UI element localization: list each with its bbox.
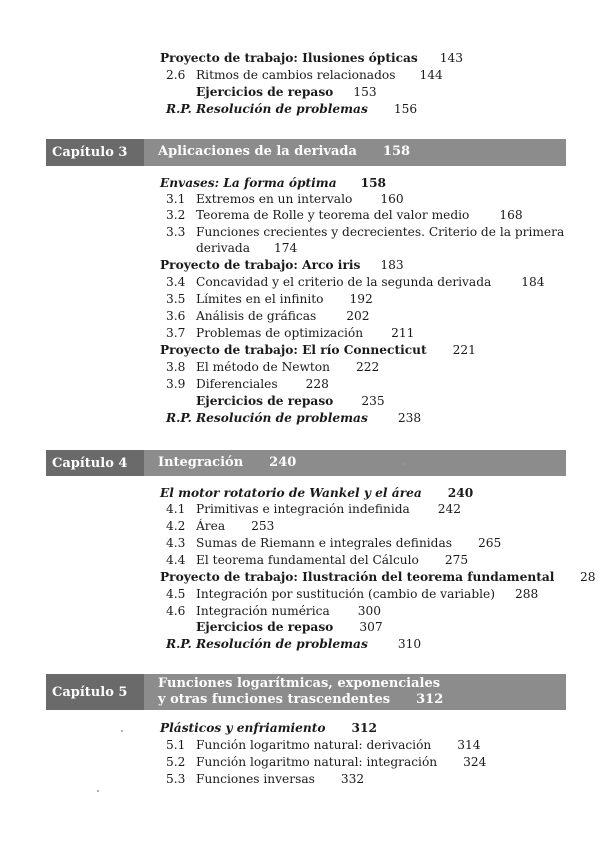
chapter-page: 312	[416, 692, 444, 707]
toc-item	[166, 275, 545, 290]
chapter-title-text: Aplicaciones de la derivada	[158, 144, 357, 159]
toc-item	[166, 604, 381, 619]
entry-label: Problemas de optimización	[196, 326, 364, 340]
entry-label: Funciones inversas	[196, 772, 315, 786]
entry-label: El método de Newton	[196, 360, 330, 374]
page-number: 222	[355, 360, 380, 374]
toc-item	[166, 292, 373, 307]
page-number: 28	[580, 570, 596, 584]
page-number: 312	[351, 721, 377, 735]
scan-speck	[403, 463, 405, 465]
page-number: 265	[478, 536, 502, 550]
chapter-page: 240	[269, 455, 297, 470]
entry-label: R.P. Resolución de problemas	[166, 102, 368, 116]
item-number: 4.6	[166, 604, 186, 618]
page-number: 324	[463, 755, 487, 769]
entry-label: Extremos en un intervalo	[196, 192, 353, 206]
scan-speck	[97, 790, 99, 792]
chapter-intro	[160, 176, 386, 191]
page-number: 158	[360, 176, 387, 190]
page-number: 221	[452, 343, 476, 357]
entry-label: Funciones crecientes y decrecientes. Criterio de la primera	[196, 225, 565, 239]
chapter-title-text: y otras funciones trascendentes	[158, 692, 391, 707]
toc-project-line	[160, 343, 476, 358]
page-number: 275	[444, 553, 469, 567]
page-number: 332	[340, 772, 365, 786]
page-number: 211	[391, 326, 415, 340]
chapter-label: Capítulo 3	[46, 139, 144, 166]
toc-item	[166, 772, 364, 787]
item-number: 4.1	[166, 502, 186, 516]
page-number: 288	[515, 587, 539, 601]
page-number: 310	[397, 637, 422, 651]
toc-item	[166, 225, 564, 240]
entry-label: El teorema fundamental del Cálculo	[196, 553, 419, 567]
chapter-title	[158, 676, 443, 708]
entry-label: Plásticos y enfriamiento	[160, 721, 326, 735]
item-number: 5.1	[166, 738, 186, 752]
toc-item	[166, 68, 443, 83]
toc-review-line	[196, 394, 385, 409]
page-number: 240	[447, 486, 474, 500]
toc-rp-line	[166, 411, 421, 426]
entry-label: Límites en el infinito	[196, 292, 324, 306]
toc-project-line	[160, 258, 404, 273]
item-number: 3.2	[166, 208, 186, 222]
item-number: 5.2	[166, 755, 186, 769]
chapter-banner	[46, 674, 566, 710]
entry-label: Función logaritmo natural: derivación	[196, 738, 432, 752]
entry-label: Proyecto de trabajo: Ilusiones ópticas	[160, 51, 418, 65]
chapter-title-line	[158, 692, 443, 708]
chapter-title-text: Integración	[158, 455, 244, 470]
entry-label: Proyecto de trabajo: El río Connecticut	[160, 343, 427, 357]
entry-label: Teorema de Rolle y teorema del valor medio	[196, 208, 470, 222]
chapter-banner	[46, 139, 566, 166]
toc-item	[166, 553, 468, 568]
chapter-title-line: Funciones logarítmicas, exponenciales	[158, 676, 441, 691]
toc-item	[166, 502, 461, 517]
entry-label: Diferenciales	[196, 377, 278, 391]
entry-label: Ejercicios de repaso	[196, 620, 334, 634]
toc-item	[166, 326, 414, 341]
chapter-intro	[160, 721, 377, 736]
toc-item	[166, 587, 538, 602]
entry-label: Sumas de Riemann e integrales definidas	[196, 536, 453, 550]
entry-label: Proyecto de trabajo: Ilustración del teorema fundamental	[160, 570, 555, 584]
item-number: 3.5	[166, 292, 186, 306]
item-number: 3.7	[166, 326, 186, 340]
page-number: 168	[499, 208, 523, 222]
chapter-intro	[160, 486, 473, 501]
entry-label: Proyecto de trabajo: Arco iris	[160, 258, 361, 272]
toc-rp-line	[166, 102, 417, 117]
page-number: 183	[380, 258, 404, 272]
toc-item	[166, 755, 486, 770]
scan-speck	[121, 730, 123, 732]
page-number: 160	[380, 192, 404, 206]
entry-label: El motor rotatorio de Wankel y el área	[160, 486, 422, 500]
entry-label: Envases: La forma óptima	[160, 176, 337, 190]
chapter-page: 158	[382, 144, 411, 159]
page-number: 228	[305, 377, 329, 391]
entry-label: Concavidad y el criterio de la segunda derivada	[196, 275, 492, 289]
toc-item	[166, 536, 501, 551]
entry-label: Análisis de gráficas	[196, 309, 317, 323]
item-number: 4.3	[166, 536, 186, 550]
entry-label: Ritmos de cambios relacionados	[196, 68, 396, 82]
item-number: 4.4	[166, 553, 186, 567]
item-number: 5.3	[166, 772, 186, 786]
entry-label: R.P. Resolución de problemas	[166, 637, 368, 651]
entry-label: Área	[196, 519, 226, 533]
toc-review-line	[196, 85, 377, 100]
toc-item	[166, 519, 274, 534]
page-number: 238	[397, 411, 422, 425]
item-number: 4.2	[166, 519, 186, 533]
chapter-banner	[46, 450, 566, 476]
entry-label: Ejercicios de repaso	[196, 85, 334, 99]
page-number: 300	[357, 604, 382, 618]
entry-label: Integración por sustitución (cambio de variable)	[196, 587, 495, 601]
item-number: 3.6	[166, 309, 186, 323]
page-number: 156	[393, 102, 418, 116]
page-number: 174	[273, 241, 298, 255]
toc-item	[166, 360, 379, 375]
item-number: 4.5	[166, 587, 186, 601]
page-number: 144	[419, 68, 443, 82]
item-number: 3.3	[166, 225, 186, 239]
item-number: 2.6	[166, 68, 186, 82]
toc-project-line	[160, 570, 596, 585]
chapter-label: Capítulo 5	[46, 674, 144, 710]
toc-item	[166, 309, 370, 324]
entry-label: R.P. Resolución de problemas	[166, 411, 368, 425]
toc-item-continuation	[196, 241, 297, 256]
chapter-title	[158, 144, 410, 160]
entry-label: derivada	[196, 241, 250, 255]
entry-label: Integración numérica	[196, 604, 330, 618]
page-number: 242	[437, 502, 462, 516]
toc-project-line	[160, 51, 463, 66]
item-number: 3.1	[166, 192, 186, 206]
page-number: 314	[457, 738, 481, 752]
entry-label: Ejercicios de repaso	[196, 394, 334, 408]
toc-item	[166, 208, 523, 223]
chapter-title	[158, 455, 296, 471]
chapter-label: Capítulo 4	[46, 450, 144, 476]
page-number: 153	[353, 85, 377, 99]
toc-item	[166, 738, 481, 753]
entry-label: Función logaritmo natural: integración	[196, 755, 438, 769]
page-number: 143	[439, 51, 464, 65]
item-number: 3.9	[166, 377, 186, 391]
page-number: 184	[521, 275, 545, 289]
toc-item	[166, 192, 404, 207]
page-number: 235	[361, 394, 385, 408]
page-number: 253	[251, 519, 275, 533]
toc-item	[166, 377, 329, 392]
toc-review-line	[196, 620, 383, 635]
entry-label: Primitivas e integración indefinida	[196, 502, 410, 516]
item-number: 3.8	[166, 360, 186, 374]
page-number: 307	[359, 620, 383, 634]
item-number: 3.4	[166, 275, 186, 289]
page-number: 192	[349, 292, 373, 306]
page-number: 202	[346, 309, 370, 323]
toc-rp-line	[166, 637, 421, 652]
